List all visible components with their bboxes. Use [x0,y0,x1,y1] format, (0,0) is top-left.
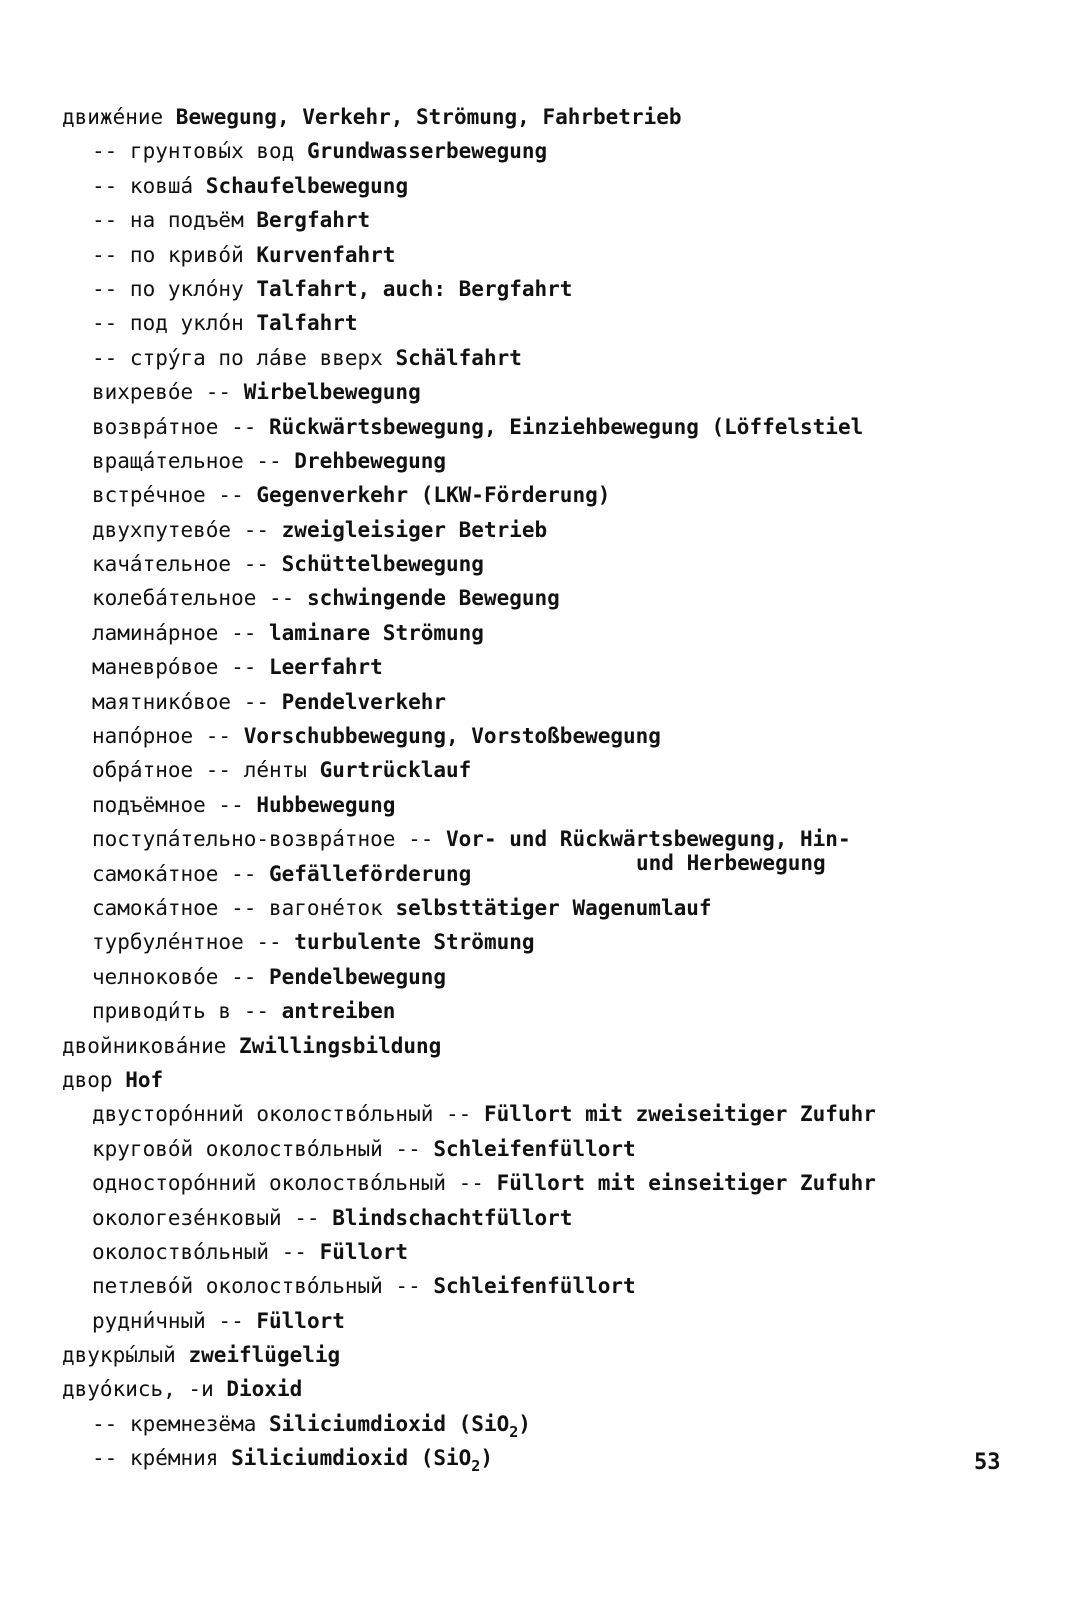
entry-line: поступа́тельно-возвра́тное -- Vor- und Rückwärtsbewegung, Hin- [92,827,851,852]
entry-line: двуо́кись, -и Dioxid [62,1377,303,1402]
entry-list [62,100,1062,1476]
entry-line: движе́ние Bewegung, Verkehr, Strömung, Fahrbetrieb [62,105,682,129]
entry-line: маневро́вое -- Leerfahrt [92,655,383,680]
entry-line: кача́тельное -- Schüttelbewegung [92,552,484,577]
entry-line: турбуле́нтное -- turbulente Strömung [92,930,535,955]
entry-line: -- грунтовы́х вод Grundwasserbewegung [92,139,548,164]
entry-line: вихрево́е -- Wirbelbewegung [92,380,421,405]
entry-line: двусторо́нний околоство́льный -- Füllort mit zweiseitiger Zufuhr [92,1102,876,1127]
page-number: 53 [974,1450,1001,1475]
entry-line: -- кремнезёма Siliciumdioxid (SiO$_2$) [92,1411,531,1441]
entry-line: обра́тное -- ле́нты Gurtrücklauf [92,758,472,783]
entry-line: -- стру́га по ла́ве вверх Schälfahrt [92,345,522,370]
entry-line: двухпутево́е -- zweigleisiger Betrieb [92,517,548,542]
entry-line: возвра́тное -- Rückwärtsbewegung, Einziehbewegung (Löffelstiel [92,414,864,439]
entry-line: -- по укло́ну Talfahrt, auch: Bergfahrt [92,276,573,301]
entry-line: враща́тельное -- Drehbewegung [92,448,447,473]
entry-line: рудни́чный -- Füllort [92,1308,345,1333]
entry-line: -- на подъём Bergfahrt [92,208,371,233]
entry-line: ламина́рное -- laminare Strömung [92,620,484,645]
entry-line: челноково́е -- Pendelbewegung [92,964,447,989]
entry-line: приводи́ть в -- antreiben [92,999,396,1024]
entry-line: колеба́тельное -- schwingende Bewegung [92,586,560,611]
entry-line: двукры́лый zweiflügelig [62,1343,341,1368]
entry-line: маятнико́вое -- Pendelverkehr [92,689,447,714]
entry-line: подъёмное -- Hubbewegung [92,792,396,817]
continuation-text: und Herbewegung [636,851,826,875]
entry-line: -- кре́мния Siliciumdioxid (SiO$_2$) [92,1446,493,1476]
entry-line: петлево́й околоство́льный -- Schleifenfüllort [92,1274,636,1299]
entry-line: самока́тное -- вагоне́ток selbsttätiger Wagenumlauf [92,895,712,920]
entry-line: -- ковша́ Schaufelbewegung [92,173,409,198]
entry-line: двор Hof [62,1067,164,1092]
entry-line: двойникова́ние Zwillingsbildung [62,1033,442,1058]
entry-line: самока́тное -- Gefälleförderung [92,861,472,886]
entry-line: -- по криво́й Kurvenfahrt [92,242,396,267]
entry-line: -- под укло́н Talfahrt [92,311,358,336]
entry-line: напо́рное -- Vorschubbewegung, Vorstoßbewegung [92,724,661,749]
entry-line: односторо́нний околоство́льный -- Füllort mit einseitiger Zufuhr [92,1171,876,1196]
entry-line: околоство́льный -- Füllort [92,1239,409,1264]
entry-line: окологезе́нковый -- Blindschachtfüllort [92,1205,573,1230]
entry-line: встре́чное -- Gegenverkehr (LKW-Förderung) [92,483,611,508]
entry-line: кругово́й околоство́льный -- Schleifenfüllort [92,1136,636,1161]
